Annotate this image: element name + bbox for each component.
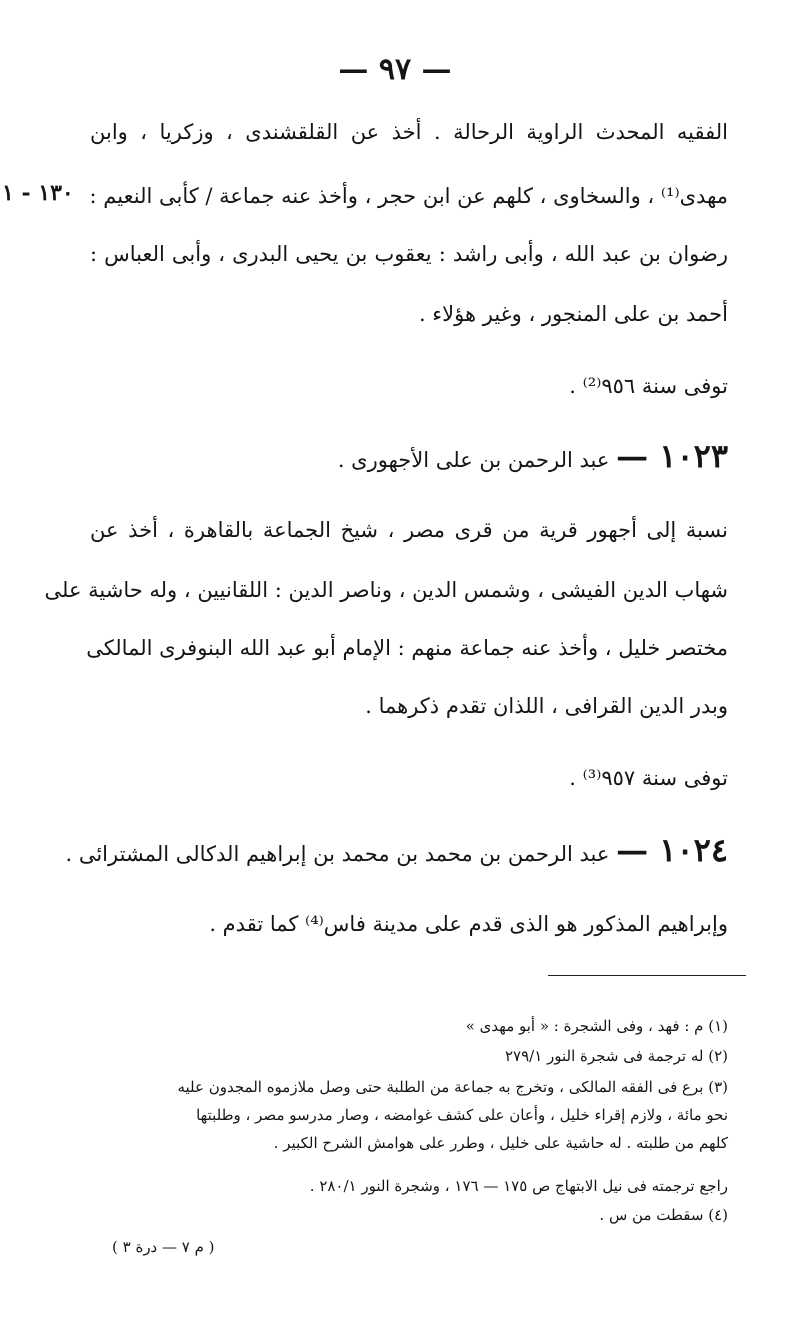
footnote: راجع ترجمته فى نيل الابتهاج ص ١٧٥ — ١٧٦ ، وشجرة النور ٢٨٠/١ .	[309, 1177, 728, 1195]
entry-title: عبد الرحمن بن محمد بن محمد بن إبراهيم الدكالى المشترائى .	[65, 842, 610, 866]
entry-title: عبد الرحمن بن على الأجهورى .	[337, 448, 610, 472]
text-line: وإبراهيم المذكور هو الذى قدم على مدينة فاس⁽⁴⁾ كما تقدم .	[209, 912, 728, 936]
text-line: أحمد بن على المنجور ، وغير هؤلاء .	[418, 302, 728, 326]
footnote: كلهم من طلبته . له حاشية على خليل ، وطرر على هوامش الشرح الكبير .	[273, 1134, 728, 1152]
text-line: شهاب الدين الفيشى ، وشمس الدين ، وناصر الدين : اللقانيين ، وله حاشية على	[44, 578, 728, 602]
footnote: (٣) برع فى الفقه المالكى ، وتخرج به جماعة من الطلبة حتى وصل ملازموه المجدون عليه	[177, 1078, 728, 1096]
entry-number: ١٠٢٣ —	[616, 437, 728, 475]
text-line: وبدر الدين القرافى ، اللذان تقدم ذكرهما .	[365, 694, 728, 718]
text-line: مختصر خليل ، وأخذ عنه جماعة منهم : الإمام أبو عبد الله البنوفرى المالكى	[86, 636, 728, 660]
footnote: نحو مائة ، ولازم إقراء خليل ، وأعان على كشف غوامضه ، وصار مدرسو مصر ، وطلبتها	[196, 1106, 728, 1124]
text-line: توفى سنة ٩٥٧⁽³⁾ .	[569, 766, 728, 790]
text-line: نسبة إلى أجهور قرية من قرى مصر ، شيخ الجماعة بالقاهرة ، أخذ عن	[90, 518, 728, 542]
signature-mark: ( م ٧ — درة ٣ )	[112, 1238, 215, 1256]
text-line: مهدى⁽¹⁾ ، والسخاوى ، كلهم عن ابن حجر ، وأخذ عنه جماعة / كأبى النعيم :	[89, 184, 728, 208]
entry-heading-1023	[90, 437, 728, 476]
margin-note: ١٣٠ - ١	[2, 180, 74, 206]
footnote-rule	[548, 975, 746, 976]
entry-heading-1024	[65, 831, 728, 870]
entry-number: ١٠٢٤ —	[616, 831, 728, 869]
footnote: (٤) سقطت من س .	[599, 1206, 728, 1224]
text-line: الفقيه المحدث الراوية الرحالة . أخذ عن القلقشندى ، وزكريا ، وابن	[90, 120, 728, 144]
text-line: توفى سنة ٩٥٦⁽²⁾ .	[569, 374, 728, 398]
footnote: (١) م : فهد ، وفى الشجرة : « أبو مهدى »	[465, 1017, 728, 1035]
text-line: رضوان بن عبد الله ، وأبى راشد : يعقوب بن يحيى البدرى ، وأبى العباس :	[90, 242, 728, 266]
footnote: (٢) له ترجمة فى شجرة النور ٢٧٩/١	[504, 1047, 728, 1065]
page-number: — ٩٧ —	[338, 52, 452, 87]
